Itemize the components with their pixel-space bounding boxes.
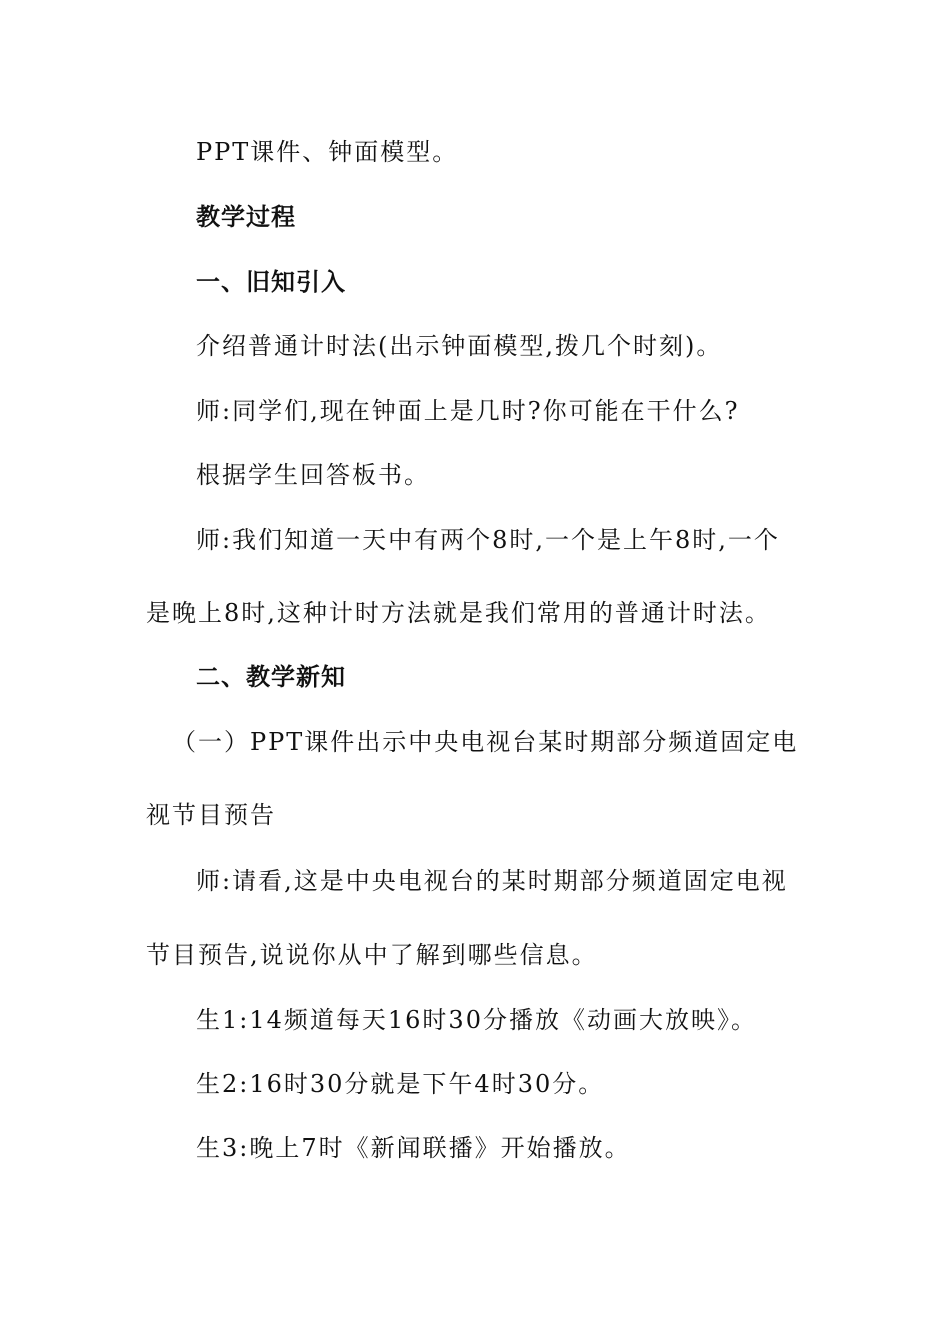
paragraph-line: 根据学生回答板书。 (196, 461, 430, 489)
paragraph-line: 师:同学们,现在钟面上是几时?你可能在干什么? (196, 397, 740, 425)
section-heading-teaching-process: 教学过程 (196, 203, 296, 231)
paragraph-line: 介绍普通计时法(出示钟面模型,拨几个时刻)。 (196, 332, 723, 360)
paragraph-line: 生1:14频道每天16时30分播放《动画大放映》。 (196, 1006, 757, 1034)
paragraph-line: 视节目预告 (146, 801, 276, 829)
paragraph-line: 生2:16时30分就是下午4时30分。 (196, 1070, 605, 1098)
paragraph-line: 生3:晚上7时《新闻联播》开始播放。 (196, 1134, 631, 1162)
materials-line: PPT课件、钟面模型。 (196, 138, 459, 166)
section-heading-review: 一、旧知引入 (196, 268, 346, 296)
subsection-heading: （一）PPT课件出示中央电视台某时期部分频道固定电 (172, 728, 799, 756)
section-heading-new-knowledge: 二、教学新知 (196, 663, 346, 691)
paragraph-line: 师:请看,这是中央电视台的某时期部分频道固定电视 (196, 867, 788, 895)
paragraph-line: 是晚上8时,这种计时方法就是我们常用的普通计时法。 (146, 599, 771, 627)
paragraph-line: 节目预告,说说你从中了解到哪些信息。 (146, 941, 598, 969)
paragraph-line: 师:我们知道一天中有两个8时,一个是上午8时,一个 (196, 526, 780, 554)
